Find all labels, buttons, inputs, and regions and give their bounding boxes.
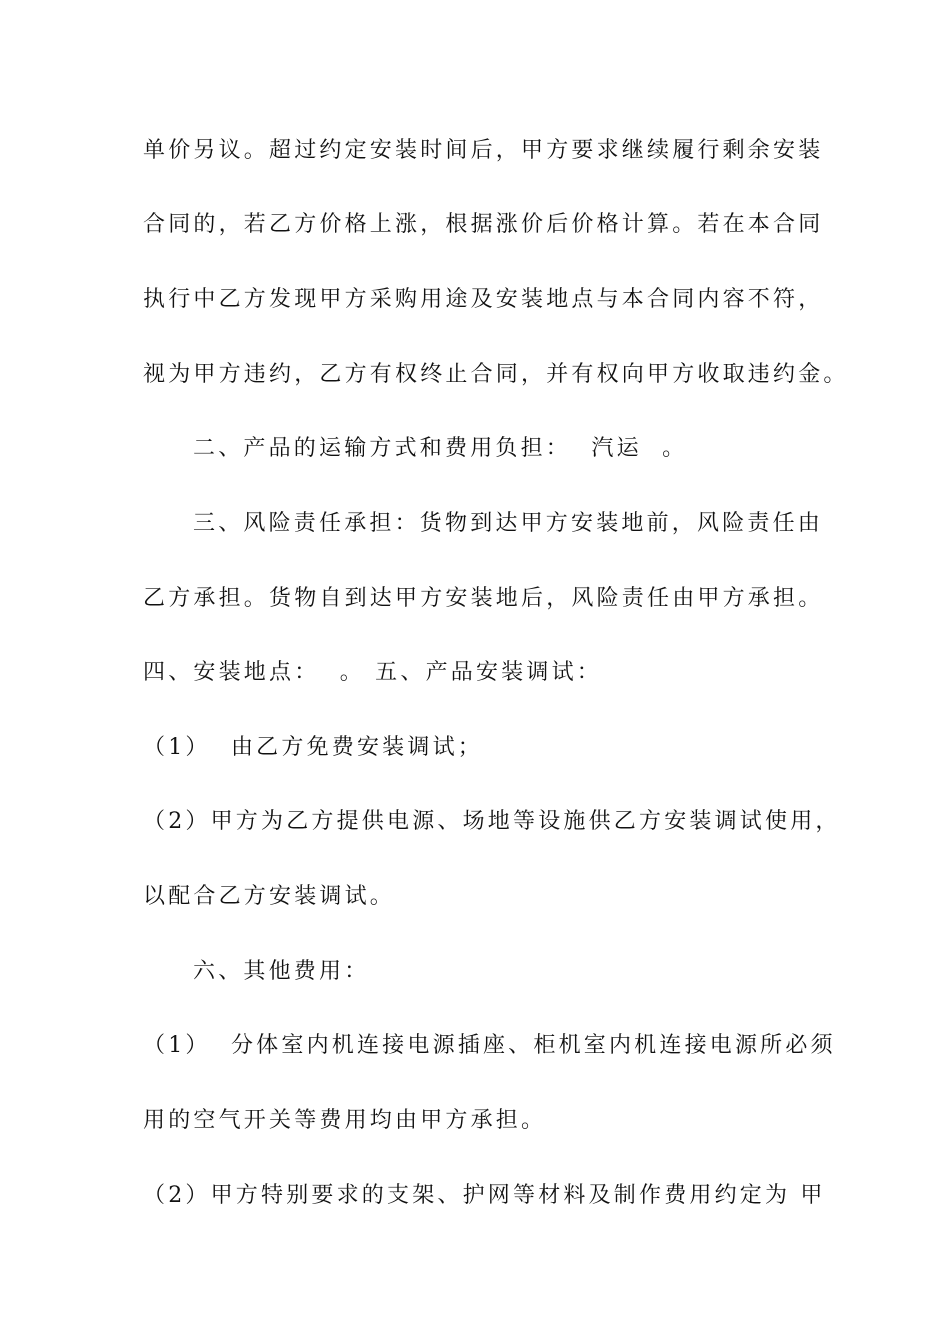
paragraph-line: 乙方承担。货物自到达甲方安装地后，风险责任由甲方承担。 [143,586,824,611]
list-item: （1） 分体室内机连接电源插座、柜机室内机连接电源所必须 [143,1033,836,1058]
list-item: （2）甲方为乙方提供电源、场地等设施供乙方安装调试使用， [143,809,841,834]
section-heading-location-install: 四、安装地点： 。 五、产品安装调试： [143,660,602,685]
paragraph-line: 用的空气开关等费用均由甲方承担。 [143,1108,547,1133]
list-item: （1） 由乙方免费安装调试； [143,735,483,760]
paragraph-line: 合同的，若乙方价格上涨，根据涨价后价格计算。若在本合同 [143,212,824,237]
list-item: （2）甲方特别要求的支架、护网等材料及制作费用约定为 甲 [143,1183,826,1208]
section-heading-transport: 二、产品的运输方式和费用负担： 汽运 。 [193,436,688,461]
section-heading-other-fees: 六、其他费用： [193,959,370,984]
paragraph-line: 执行中乙方发现甲方采购用途及安装地点与本合同内容不符， [143,287,824,312]
paragraph-line: 视为甲方违约，乙方有权终止合同，并有权向甲方收取违约金。 [143,362,849,387]
paragraph-line: 以配合乙方安装调试。 [143,884,396,909]
paragraph-line: 单价另议。超过约定安装时间后，甲方要求继续履行剩余安装 [143,138,824,163]
section-heading-risk: 三、风险责任承担：货物到达甲方安装地前，风险责任由 [193,511,824,536]
